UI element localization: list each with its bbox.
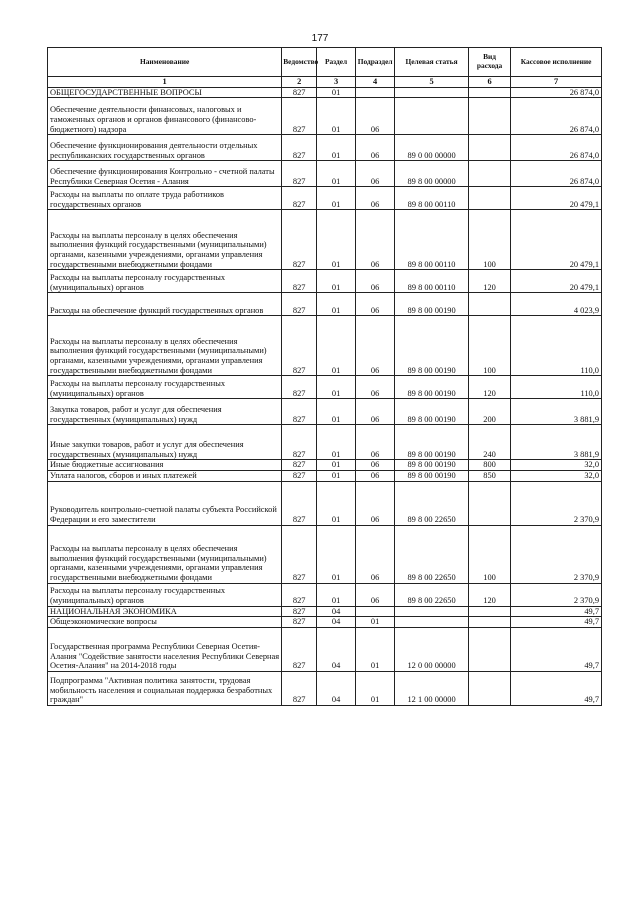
cell-target-item: 89 8 00 00190 [395,316,469,376]
cell-amount: 32,0 [511,460,602,471]
cell-name: Расходы на выплаты персоналу государственных (муниципальных) органов [48,376,282,399]
cell-expense-type [468,187,510,210]
cell-section: 01 [317,399,356,425]
cell-name: Обеспечение деятельности финансовых, налоговых и таможенных органов и органов финансового (финансово-бюджетного) надзора [48,98,282,135]
column-number: 7 [511,77,602,88]
table-row [48,470,602,481]
cell-target-item: 89 8 00 00110 [395,210,469,270]
table-row [48,161,602,187]
header-cash-execution: Кассовое исполнение [511,48,602,77]
cell-section: 04 [317,617,356,628]
table-row [48,460,602,471]
cell-section: 01 [317,481,356,525]
cell-amount: 110,0 [511,316,602,376]
cell-expense-type: 120 [468,270,510,293]
cell-department: 827 [282,98,317,135]
column-number: 5 [395,77,469,88]
table-row [48,270,602,293]
cell-expense-type: 100 [468,525,510,583]
cell-department: 827 [282,481,317,525]
cell-target-item: 12 0 00 00000 [395,627,469,671]
table-row [48,98,602,135]
cell-department: 827 [282,460,317,471]
cell-section: 01 [317,270,356,293]
table-row [48,481,602,525]
page-number: 177 [311,33,329,44]
cell-section: 01 [317,525,356,583]
cell-section: 04 [317,606,356,617]
cell-subsection: 01 [356,627,395,671]
cell-department: 827 [282,270,317,293]
cell-department: 827 [282,210,317,270]
cell-section: 01 [317,460,356,471]
cell-name: Иные бюджетные ассигнования [48,460,282,471]
cell-name: Иные закупки товаров, работ и услуг для обеспечения государственных (муниципальных) нужд [48,425,282,460]
cell-amount: 26 874,0 [511,98,602,135]
cell-section: 01 [317,98,356,135]
cell-target-item: 89 8 00 00110 [395,187,469,210]
cell-department: 827 [282,425,317,460]
cell-name: Государственная программа Республики Северная Осетия-Алания "Содействие занятости населения Республики Северная Осетия-Алания" на 2014-2018 годы [48,627,282,671]
cell-name: Расходы на выплаты персоналу государственных (муниципальных) органов [48,583,282,606]
table-header-row [48,48,602,77]
cell-department: 827 [282,671,317,705]
cell-department: 827 [282,293,317,316]
cell-subsection: 06 [356,376,395,399]
table-row [48,316,602,376]
cell-subsection: 06 [356,525,395,583]
cell-target-item: 89 8 00 22650 [395,583,469,606]
cell-section: 01 [317,293,356,316]
table-body [48,87,602,705]
cell-amount: 26 874,0 [511,135,602,161]
cell-name: Расходы на обеспечение функций государственных органов [48,293,282,316]
cell-subsection: 06 [356,481,395,525]
cell-section: 01 [317,210,356,270]
cell-department: 827 [282,187,317,210]
table-row [48,87,602,98]
column-number: 1 [48,77,282,88]
cell-section: 01 [317,87,356,98]
cell-section: 01 [317,425,356,460]
cell-name: Расходы на выплаты персоналу государственных (муниципальных) органов [48,270,282,293]
cell-name: Обеспечение функционирования деятельности отдельных республиканских государственных органов [48,135,282,161]
table-row [48,583,602,606]
header-name: Наименование [48,48,282,77]
column-number: 3 [317,77,356,88]
cell-name: Общеэкономические вопросы [48,617,282,628]
cell-expense-type [468,627,510,671]
cell-subsection: 06 [356,293,395,316]
cell-amount: 49,7 [511,617,602,628]
header-section: Раздел [317,48,356,77]
cell-name: Руководитель контрольно-счетной палаты субъекта Российской Федерации и его заместители [48,481,282,525]
cell-section: 01 [317,135,356,161]
cell-subsection: 06 [356,161,395,187]
cell-subsection: 06 [356,210,395,270]
cell-department: 827 [282,316,317,376]
table-row [48,606,602,617]
table-row [48,399,602,425]
cell-target-item [395,617,469,628]
cell-subsection [356,606,395,617]
cell-target-item: 89 8 00 00190 [395,376,469,399]
header-expense-type: Вид расхода [468,48,510,77]
cell-expense-type: 100 [468,316,510,376]
cell-target-item [395,606,469,617]
cell-target-item: 89 8 00 00190 [395,399,469,425]
table-row [48,617,602,628]
table-row [48,627,602,671]
cell-section: 01 [317,187,356,210]
cell-expense-type [468,135,510,161]
cell-expense-type: 850 [468,470,510,481]
column-number: 4 [356,77,395,88]
cell-name: Расходы на выплаты по оплате труда работников государственных органов [48,187,282,210]
cell-subsection: 06 [356,187,395,210]
cell-target-item: 89 8 00 00110 [395,270,469,293]
cell-subsection: 06 [356,399,395,425]
cell-expense-type: 800 [468,460,510,471]
cell-name: Расходы на выплаты персоналу в целях обеспечения выполнения функций государственными (муниципальными) органами, казенными учреждениями, органами управления государственными внебюджетными фондами [48,210,282,270]
cell-expense-type: 100 [468,210,510,270]
cell-amount: 3 881,9 [511,425,602,460]
cell-target-item: 89 8 00 00190 [395,460,469,471]
header-subsection: Подраздел [356,48,395,77]
table-row [48,376,602,399]
cell-amount: 2 370,9 [511,583,602,606]
cell-amount: 49,7 [511,606,602,617]
cell-target-item [395,98,469,135]
cell-amount: 26 874,0 [511,161,602,187]
cell-department: 827 [282,376,317,399]
cell-target-item: 89 8 00 00190 [395,293,469,316]
cell-expense-type [468,98,510,135]
cell-name: Подпрограмма "Активная политика занятости, трудовая мобильность населения и социальная поддержка безработных граждан" [48,671,282,705]
cell-expense-type [468,606,510,617]
cell-expense-type: 240 [468,425,510,460]
cell-department: 827 [282,627,317,671]
cell-department: 827 [282,161,317,187]
cell-amount: 49,7 [511,627,602,671]
cell-target-item: 89 8 00 00190 [395,470,469,481]
cell-department: 827 [282,135,317,161]
table-row [48,135,602,161]
header-target-item: Целевая статья [395,48,469,77]
cell-subsection: 06 [356,98,395,135]
cell-subsection: 01 [356,617,395,628]
cell-department: 827 [282,470,317,481]
cell-expense-type [468,671,510,705]
cell-section: 01 [317,161,356,187]
cell-subsection: 06 [356,135,395,161]
cell-section: 04 [317,671,356,705]
cell-amount: 2 370,9 [511,525,602,583]
cell-name: Уплата налогов, сборов и иных платежей [48,470,282,481]
cell-department: 827 [282,583,317,606]
cell-target-item: 89 8 00 22650 [395,525,469,583]
cell-name: Расходы на выплаты персоналу в целях обеспечения выполнения функций государственными (муниципальными) органами, казенными учреждениями, органами управления государственными внебюджетными фондами [48,525,282,583]
column-number: 2 [282,77,317,88]
cell-expense-type [468,481,510,525]
cell-department: 827 [282,617,317,628]
cell-name: Обеспечение функционирования Контрольно - счетной палаты Республики Северная Осетия - Алания [48,161,282,187]
cell-department: 827 [282,87,317,98]
column-number: 6 [468,77,510,88]
cell-subsection [356,87,395,98]
table-row [48,425,602,460]
cell-subsection: 01 [356,671,395,705]
cell-target-item: 89 0 00 00000 [395,135,469,161]
cell-section: 01 [317,316,356,376]
cell-amount: 26 874,0 [511,87,602,98]
cell-section: 01 [317,470,356,481]
cell-expense-type [468,87,510,98]
table-row [48,293,602,316]
cell-amount: 20 479,1 [511,210,602,270]
cell-target-item: 89 8 00 22650 [395,481,469,525]
cell-amount: 20 479,1 [511,187,602,210]
cell-department: 827 [282,525,317,583]
table-row [48,525,602,583]
cell-subsection: 06 [356,425,395,460]
table-row [48,187,602,210]
cell-expense-type: 120 [468,376,510,399]
cell-expense-type [468,293,510,316]
cell-section: 04 [317,627,356,671]
cell-name: НАЦИОНАЛЬНАЯ ЭКОНОМИКА [48,606,282,617]
budget-execution-table [47,47,602,706]
cell-expense-type: 200 [468,399,510,425]
cell-subsection: 06 [356,583,395,606]
cell-amount: 20 479,1 [511,270,602,293]
cell-target-item: 89 8 00 00000 [395,161,469,187]
table-row [48,671,602,705]
cell-amount: 4 023,9 [511,293,602,316]
cell-amount: 110,0 [511,376,602,399]
cell-amount: 2 370,9 [511,481,602,525]
cell-expense-type: 120 [468,583,510,606]
cell-subsection: 06 [356,470,395,481]
table-row [48,210,602,270]
cell-expense-type [468,617,510,628]
cell-department: 827 [282,606,317,617]
cell-name: Расходы на выплаты персоналу в целях обеспечения выполнения функций государственными (муниципальными) органами, казенными учреждениями, органами управления государственными внебюджетными фондами [48,316,282,376]
header-department: Ведомство [282,48,317,77]
cell-section: 01 [317,376,356,399]
cell-amount: 32,0 [511,470,602,481]
cell-target-item: 89 8 00 00190 [395,425,469,460]
cell-name: ОБЩЕГОСУДАРСТВЕННЫЕ ВОПРОСЫ [48,87,282,98]
cell-target-item: 12 1 00 00000 [395,671,469,705]
cell-expense-type [468,161,510,187]
cell-amount: 49,7 [511,671,602,705]
cell-subsection: 06 [356,460,395,471]
column-number-row [48,77,602,88]
cell-target-item [395,87,469,98]
cell-section: 01 [317,583,356,606]
cell-subsection: 06 [356,270,395,293]
cell-subsection: 06 [356,316,395,376]
cell-amount: 3 881,9 [511,399,602,425]
cell-name: Закупка товаров, работ и услуг для обеспечения государственных (муниципальных) нужд [48,399,282,425]
cell-department: 827 [282,399,317,425]
